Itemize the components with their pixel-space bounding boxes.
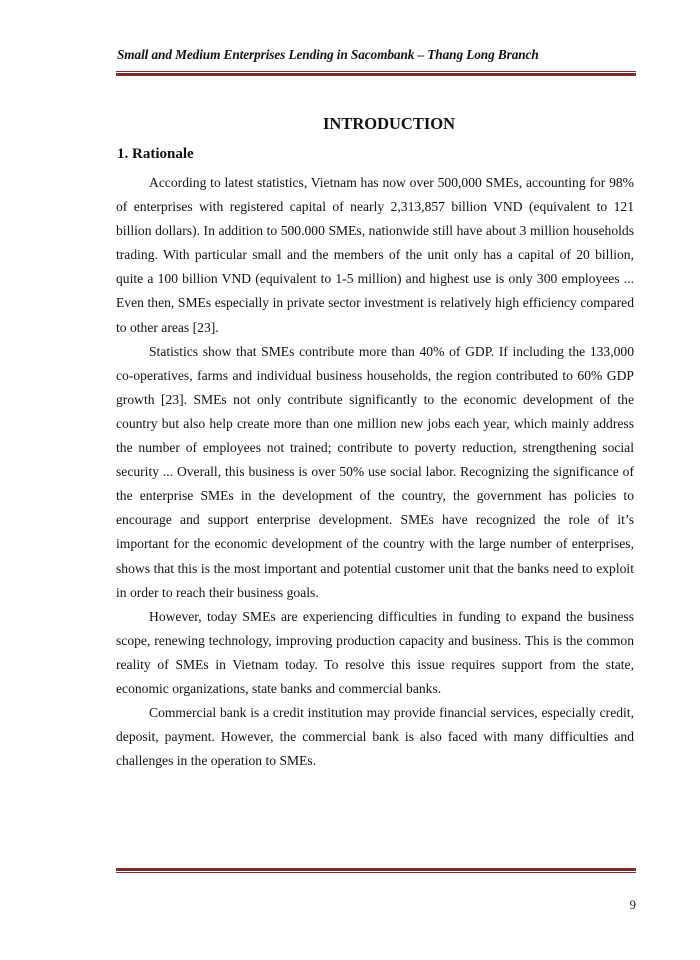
footer-rule-thin xyxy=(116,872,636,873)
paragraph: However, today SMEs are experiencing difficulties in funding to expand the business scope, renewing technology, improving production capacity and business. This is the common reality of SMEs in Vietnam today. To resolve this issue requires support from the state, economic organizations, state banks and commercial banks. xyxy=(116,608,634,696)
paragraph: According to latest statistics, Vietnam has now over 500,000 SMEs, accounting for 98% of enterprises with registered capital of nearly 2,313,857 billion VND (equivalent to 121 billion dollars). In addition to 500.000 SMEs, nationwide still have about 3 million households trading. With particular small and the members of the unit only has a capital of 20 billion, quite a 100 billion VND (equivalent to 1-5 million) and highest use is only 300 employees ... Even then, SMEs especially in private sector investment is relatively high efficiency compared to other areas [23]. xyxy=(116,175,634,335)
footer-rule-thick xyxy=(116,868,636,871)
footer-rule xyxy=(116,868,636,873)
header-rule-thin xyxy=(116,71,636,72)
paragraph: Commercial bank is a credit institution may provide financial services, especially credit, deposit, payment. However, the commercial bank is also faced with many difficulties and challenges in the operation to SMEs. xyxy=(116,705,634,769)
paragraph: Statistics show that SMEs contribute more than 40% of GDP. If including the 133,000 co-operatives, farms and individual business households, the region contributed to 60% GDP growth [23]. SMEs not only contribute significantly to the economic development of the country but also help create more than one million new jobs each year, which mainly address the number of employees not trained; contribute to poverty reduction, strengthening social security ... Overall, this business is over 50% use social labor. Recognizing the significance of the enterprise SMEs in the development of the country, the government has policies to encourage and support enterprise development. SMEs have recognized the role of it’s important for the economic development of the country with the large number of enterprises, shows that this is the most important and potential customer unit that the banks need to exploit in order to reach their business goals. xyxy=(116,343,634,600)
chapter-heading: INTRODUCTION xyxy=(322,114,456,133)
header-rule-thick xyxy=(116,73,636,76)
running-header: Small and Medium Enterprises Lending in Sacombank – Thang Long Branch xyxy=(117,47,539,62)
body-text xyxy=(116,171,634,773)
section-heading: 1. Rationale xyxy=(117,146,194,162)
header-rule xyxy=(116,71,636,76)
page-number: 9 xyxy=(629,897,636,912)
